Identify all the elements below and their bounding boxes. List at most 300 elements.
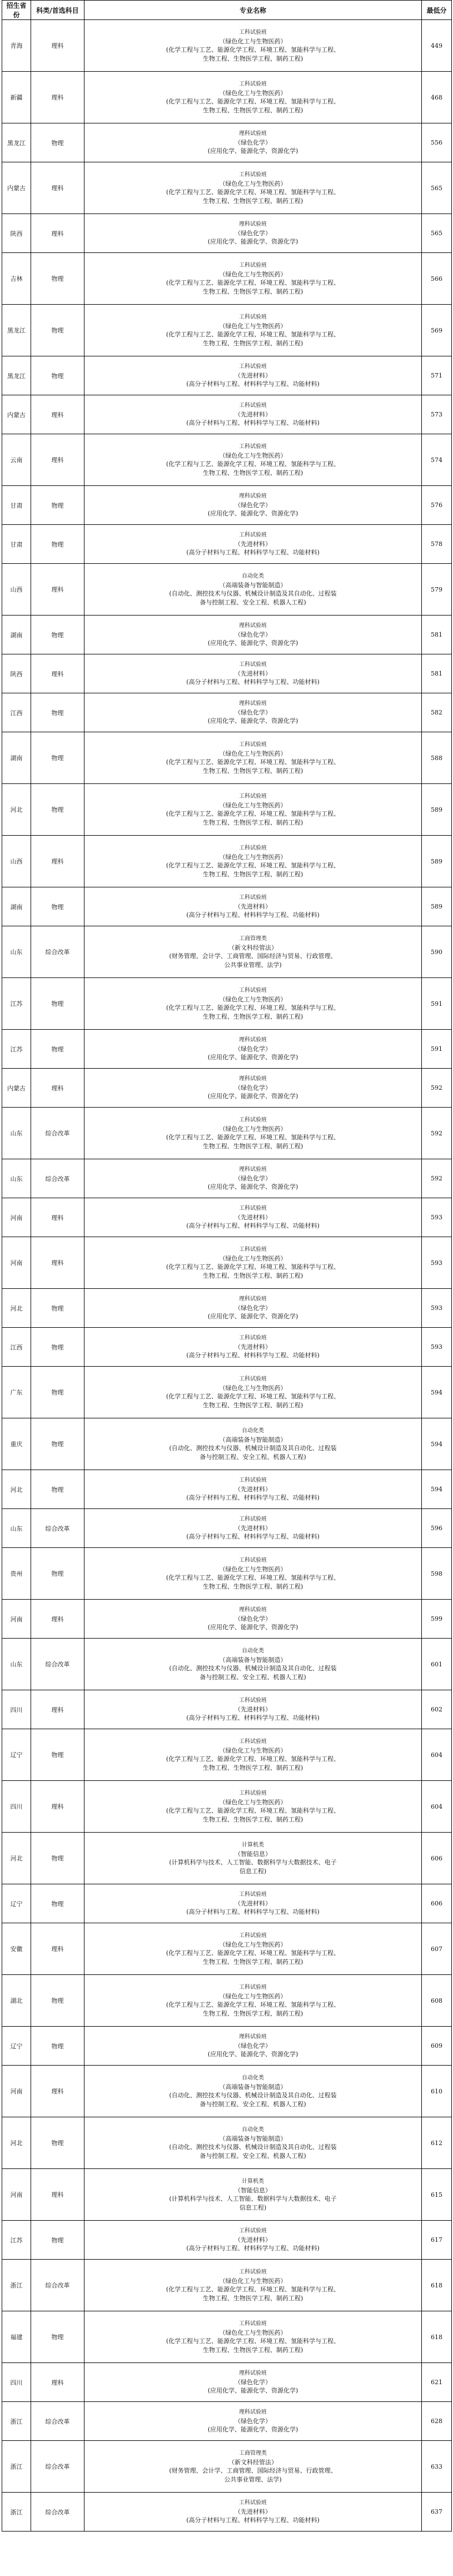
cell-major (84, 305, 422, 356)
cell-major (84, 2493, 422, 2532)
table-row (2, 1781, 452, 1833)
cell-province: 浙江 (2, 2493, 31, 2532)
cell-score: 582 (422, 693, 452, 732)
cell-province: 内蒙古 (2, 162, 31, 214)
cell-subject: 物理 (31, 784, 84, 836)
cell-major (84, 1198, 422, 1237)
table-row (2, 20, 452, 72)
major-detail-line: (化学工程与工艺、能源化学工程、环境工程、氢能科学与工程、 (166, 810, 340, 817)
cell-province: 四川 (2, 1781, 31, 1833)
major-detail-line: 信息工程) (239, 1867, 267, 1875)
major-detail-line: （先进材料） (235, 1705, 271, 1713)
cell-province: 河南 (2, 2169, 31, 2221)
major-detail-line: 备与控制工程、安全工程、机器人工程) (200, 1673, 306, 1681)
major-detail-line: (高分子材料与工程、材料科学与工程、功能材料) (186, 678, 320, 686)
major-category: 工科试验班 (239, 1335, 267, 1342)
cell-major (84, 654, 422, 693)
cell-major (84, 395, 422, 434)
major-detail-line: （绿色化工与生物医药） (219, 2329, 287, 2336)
major-detail-line: （绿色化工与生物医药） (219, 270, 287, 278)
major-detail-line: 生物工程、生物医学工程、制药工程) (202, 339, 303, 347)
cell-major (84, 784, 422, 836)
major-detail-line: （绿色化学） (235, 631, 271, 638)
major-detail-line: （先进材料） (235, 2508, 271, 2515)
table-row (2, 1108, 452, 1159)
major-detail-line: (自动化、测控技术与仪器、机械设计制造及其自动化、过程装 (169, 1445, 337, 1452)
cell-province: 浙江 (2, 2402, 31, 2441)
major-detail-line: 生物工程、生物医学工程、制药工程) (202, 1142, 303, 1150)
major-category: 工科试验班 (239, 2228, 267, 2235)
cell-major (84, 887, 422, 926)
major-detail-line: （智能信息） (235, 2186, 271, 2194)
cell-subject: 物理 (31, 1548, 84, 1600)
cell-province: 湖南 (2, 732, 31, 784)
major-category: 理科试验班 (239, 1296, 267, 1303)
table-row (2, 1884, 452, 1923)
major-category: 工科试验班 (239, 1117, 267, 1123)
major-category: 工科试验班 (239, 1205, 267, 1212)
cell-subject: 综合改革 (31, 2493, 84, 2532)
cell-subject: 物理 (31, 1367, 84, 1418)
table-row (2, 214, 452, 253)
major-detail-line: (高分子材料与工程、材料科学与工程、功能材料) (186, 380, 320, 388)
major-category: 工科试验班 (239, 444, 267, 450)
cell-province: 江苏 (2, 1030, 31, 1069)
cell-subject: 综合改革 (31, 926, 84, 978)
cell-score: 581 (422, 616, 452, 654)
major-detail-line: 生物工程、生物医学工程、制药工程) (202, 1272, 303, 1279)
table-row (2, 1418, 452, 1470)
cell-subject: 综合改革 (31, 2441, 84, 2493)
major-detail-line: (应用化学、能源化学、资源化学) (207, 639, 298, 647)
major-detail-line: 生物工程、生物医学工程、制药工程) (202, 870, 303, 878)
major-detail-line: (化学工程与工艺、能源化学工程、环境工程、氢能科学与工程、 (166, 1393, 340, 1400)
cell-subject: 理科 (31, 1237, 84, 1289)
cell-major (84, 978, 422, 1030)
cell-major (84, 616, 422, 654)
cell-score: 565 (422, 214, 452, 253)
cell-major (84, 2311, 422, 2363)
major-category: 理科试验班 (239, 701, 267, 707)
major-detail-line: 生物工程、生物医学工程、制药工程) (202, 197, 303, 205)
major-category: 工科试验班 (239, 1739, 267, 1745)
major-detail-line: 生物工程、生物医学工程、制药工程) (202, 1815, 303, 1823)
cell-subject: 物理 (31, 356, 84, 395)
cell-major (84, 1729, 422, 1781)
cell-score: 556 (422, 123, 452, 162)
cell-province: 山东 (2, 1108, 31, 1159)
major-detail-line: （绿色化学） (235, 1045, 271, 1053)
cell-major (84, 564, 422, 616)
cell-subject: 物理 (31, 978, 84, 1030)
table-row (2, 732, 452, 784)
table-row (2, 1069, 452, 1108)
major-detail-line: (应用化学、能源化学、资源化学) (207, 147, 298, 155)
cell-major (84, 836, 422, 887)
major-category: 理科试验班 (239, 131, 267, 137)
major-detail-line: (化学工程与工艺、能源化学工程、环境工程、氢能科学与工程、 (166, 46, 340, 53)
major-category: 自动化类 (242, 1428, 264, 1434)
cell-score: 593 (422, 1237, 452, 1289)
major-category: 工科试验班 (239, 742, 267, 748)
major-detail-line: (应用化学、能源化学、资源化学) (207, 2387, 298, 2395)
cell-major (84, 1781, 422, 1833)
cell-province: 黑龙江 (2, 305, 31, 356)
cell-major (84, 2027, 422, 2066)
cell-subject: 物理 (31, 305, 84, 356)
cell-province: 山东 (2, 1509, 31, 1548)
cell-province: 河南 (2, 1237, 31, 1289)
major-detail-line: (应用化学、能源化学、资源化学) (207, 1183, 298, 1191)
major-category: 计算机类 (242, 2178, 264, 2185)
cell-major (84, 356, 422, 395)
major-category: 工科试验班 (239, 662, 267, 668)
cell-subject: 物理 (31, 2117, 84, 2169)
major-category: 计算机类 (242, 1842, 264, 1848)
major-detail-line: （高端装备与智能制造） (219, 1656, 287, 1664)
table-row (2, 616, 452, 654)
cell-score: 569 (422, 305, 452, 356)
table-row (2, 564, 452, 616)
major-detail-line: （绿色化工与生物医药） (219, 1798, 287, 1806)
cell-subject: 理科 (31, 2363, 84, 2402)
major-detail-line: (高分子材料与工程、材料科学与工程、功能材料) (186, 1908, 320, 1916)
cell-subject: 综合改革 (31, 2260, 84, 2311)
major-detail-line: (化学工程与工艺、能源化学工程、环境工程、氢能科学与工程、 (166, 188, 340, 196)
cell-score: 591 (422, 978, 452, 1030)
major-detail-line: (应用化学、能源化学、资源化学) (207, 510, 298, 518)
cell-subject: 综合改革 (31, 1108, 84, 1159)
cell-province: 河南 (2, 2066, 31, 2117)
table-row (2, 253, 452, 305)
major-detail-line: （高端装备与智能制造） (219, 2083, 287, 2091)
major-detail-line: 生物工程、生物医学工程、制药工程) (202, 1582, 303, 1590)
table-row (2, 525, 452, 564)
major-detail-line: 生物工程、生物医学工程、制药工程) (202, 54, 303, 62)
cell-major (84, 1833, 422, 1884)
cell-province: 河南 (2, 1600, 31, 1639)
major-category: 工科试验班 (239, 1247, 267, 1253)
cell-province: 福建 (2, 2311, 31, 2363)
cell-subject: 物理 (31, 1289, 84, 1328)
cell-subject: 理科 (31, 162, 84, 214)
cell-subject: 物理 (31, 1470, 84, 1509)
cell-score: 633 (422, 2441, 452, 2493)
major-detail-line: (化学工程与工艺、能源化学工程、环境工程、氢能科学与工程、 (166, 1134, 340, 1141)
cell-province: 辽宁 (2, 1729, 31, 1781)
table-row (2, 654, 452, 693)
table-row (2, 434, 452, 486)
table-row (2, 2169, 452, 2221)
table-row (2, 2260, 452, 2311)
cell-subject: 物理 (31, 732, 84, 784)
table-row (2, 1923, 452, 1975)
table-row (2, 486, 452, 525)
major-detail-line: （先进材料） (235, 1899, 271, 1907)
major-detail-line: （新文科经管法） (228, 2458, 277, 2466)
cell-major (84, 434, 422, 486)
major-detail-line: (化学工程与工艺、能源化学工程、环境工程、氢能科学与工程、 (166, 279, 340, 286)
cell-score: 589 (422, 784, 452, 836)
cell-score: 637 (422, 2493, 452, 2532)
cell-subject: 理科 (31, 654, 84, 693)
table-row (2, 1600, 452, 1639)
cell-score: 566 (422, 253, 452, 305)
table-row (2, 1470, 452, 1509)
major-detail-line: （绿色化学） (235, 138, 271, 146)
cell-province: 河北 (2, 1833, 31, 1884)
major-detail-line: （绿色化学） (235, 1174, 271, 1182)
major-category: 工科试验班 (239, 403, 267, 409)
major-detail-line: (化学工程与工艺、能源化学工程、环境工程、氢能科学与工程、 (166, 1263, 340, 1270)
major-category: 工商管理类 (239, 936, 267, 942)
table-row (2, 72, 452, 123)
cell-province: 河南 (2, 1198, 31, 1237)
cell-major (84, 1884, 422, 1923)
major-category: 自动化类 (242, 2127, 264, 2133)
cell-major (84, 20, 422, 72)
cell-score: 601 (422, 1639, 452, 1690)
table-row (2, 395, 452, 434)
cell-score: 602 (422, 1690, 452, 1729)
major-detail-line: （绿色化学） (235, 501, 271, 509)
major-detail-line: (高分子材料与工程、材料科学与工程、功能材料) (186, 1714, 320, 1722)
cell-province: 河北 (2, 2117, 31, 2169)
cell-major (84, 1159, 422, 1198)
cell-score: 590 (422, 926, 452, 978)
major-detail-line: (高分子材料与工程、材料科学与工程、功能材料) (186, 419, 320, 427)
major-category: 工科试验班 (239, 1698, 267, 1704)
cell-score: 571 (422, 356, 452, 395)
cell-score: 606 (422, 1833, 452, 1884)
major-detail-line: (财务管理、会计学、工商管理、国际经济与贸易、行政管理、 (169, 2467, 337, 2474)
cell-major (84, 214, 422, 253)
cell-major (84, 1975, 422, 2027)
cell-score: 598 (422, 1548, 452, 1600)
major-detail-line: 信息工程) (239, 2203, 267, 2211)
cell-subject: 理科 (31, 1600, 84, 1639)
cell-major (84, 2066, 422, 2117)
table-row (2, 1548, 452, 1600)
major-detail-line: （绿色化学） (235, 2417, 271, 2425)
cell-province: 河北 (2, 784, 31, 836)
cell-score: 618 (422, 2260, 452, 2311)
cell-province: 安徽 (2, 1923, 31, 1975)
cell-province: 重庆 (2, 1418, 31, 1470)
cell-score: 615 (422, 2169, 452, 2221)
major-detail-line: 生物工程、生物医学工程、制药工程) (202, 1764, 303, 1771)
major-category: 工科试验班 (239, 1892, 267, 1898)
major-category: 理科试验班 (239, 1167, 267, 1173)
cell-subject: 物理 (31, 1729, 84, 1781)
major-detail-line: （绿色化工与生物医药） (219, 853, 287, 861)
major-detail-line: （绿色化工与生物医药） (219, 1746, 287, 1754)
major-category: 工科试验班 (239, 314, 267, 320)
cell-province: 内蒙古 (2, 395, 31, 434)
cell-subject: 物理 (31, 2027, 84, 2066)
cell-province: 内蒙古 (2, 1069, 31, 1108)
table-row (2, 1030, 452, 1069)
cell-score: 612 (422, 2117, 452, 2169)
cell-score: 604 (422, 1729, 452, 1781)
major-detail-line: (自动化、测控技术与仪器、机械设计制造及其自动化、过程装 (169, 590, 337, 597)
cell-subject: 理科 (31, 214, 84, 253)
cell-major (84, 486, 422, 525)
cell-score: 599 (422, 1600, 452, 1639)
major-detail-line: (化学工程与工艺、能源化学工程、环境工程、氢能科学与工程、 (166, 1004, 340, 1011)
major-detail-line: （高端装备与智能制造） (219, 2135, 287, 2142)
cell-subject: 物理 (31, 486, 84, 525)
major-category: 理科试验班 (239, 1037, 267, 1044)
major-category: 工科试验班 (239, 987, 267, 994)
major-detail-line: 生物工程、生物医学工程、制药工程) (202, 767, 303, 775)
major-detail-line: （绿色化学） (235, 1615, 271, 1622)
cell-province: 江苏 (2, 2221, 31, 2260)
cell-province: 甘肃 (2, 486, 31, 525)
major-category: 工科试验班 (239, 532, 267, 539)
major-detail-line: （绿色化工与生物医药） (219, 801, 287, 809)
cell-province: 湖北 (2, 1975, 31, 2027)
cell-major (84, 732, 422, 784)
major-detail-line: （先进材料） (235, 902, 271, 910)
table-row (2, 1198, 452, 1237)
major-detail-line: (应用化学、能源化学、资源化学) (207, 1313, 298, 1321)
cell-major (84, 693, 422, 732)
cell-major (84, 253, 422, 305)
table-row (2, 123, 452, 162)
major-category: 工科试验班 (239, 1477, 267, 1484)
cell-province: 广东 (2, 1367, 31, 1418)
cell-subject: 综合改革 (31, 1639, 84, 1690)
major-detail-line: (应用化学、能源化学、资源化学) (207, 1624, 298, 1631)
cell-major (84, 72, 422, 123)
cell-province: 辽宁 (2, 1884, 31, 1923)
cell-subject: 理科 (31, 72, 84, 123)
cell-major (84, 1289, 422, 1328)
major-category: 理科试验班 (239, 2034, 267, 2041)
cell-subject: 理科 (31, 1198, 84, 1237)
cell-subject: 物理 (31, 693, 84, 732)
major-category: 理科试验班 (239, 1076, 267, 1083)
cell-score: 592 (422, 1069, 452, 1108)
cell-province: 山东 (2, 1159, 31, 1198)
major-category: 工科试验班 (239, 2500, 267, 2506)
major-category: 工科试验班 (239, 1790, 267, 1796)
major-detail-line: (高分子材料与工程、材料科学与工程、功能材料) (186, 1533, 320, 1541)
major-detail-line: 生物工程、生物医学工程、制药工程) (202, 1958, 303, 1965)
cell-province: 吉林 (2, 253, 31, 305)
table-row (2, 2311, 452, 2363)
table-row (2, 2221, 452, 2260)
cell-subject: 理科 (31, 395, 84, 434)
major-category: 自动化类 (242, 2075, 264, 2081)
major-detail-line: (计算机科学与技术、人工智能、数据科学与大数据技术、电子 (169, 1859, 337, 1866)
cell-major (84, 1923, 422, 1975)
cell-score: 592 (422, 1108, 452, 1159)
major-detail-line: 备与控制工程、安全工程、机器人工程) (200, 2152, 306, 2160)
major-detail-line: （绿色化工与生物医药） (219, 750, 287, 757)
cell-subject: 物理 (31, 1975, 84, 2027)
major-detail-line: （先进材料） (235, 371, 271, 379)
cell-province: 江西 (2, 1328, 31, 1367)
header-province: 招生省份 (2, 1, 31, 20)
major-detail-line: 生物工程、生物医学工程、制药工程) (202, 1401, 303, 1409)
cell-major (84, 926, 422, 978)
cell-subject: 物理 (31, 1884, 84, 1923)
cell-major (84, 1600, 422, 1639)
header-subject: 科类/首选科目 (31, 1, 84, 20)
cell-subject: 理科 (31, 564, 84, 616)
major-category: 工科试验班 (239, 172, 267, 178)
cell-score: 594 (422, 1470, 452, 1509)
cell-major (84, 1418, 422, 1470)
major-category: 自动化类 (242, 573, 264, 579)
major-detail-line: (应用化学、能源化学、资源化学) (207, 1093, 298, 1100)
cell-province: 四川 (2, 1690, 31, 1729)
cell-major (84, 525, 422, 564)
major-detail-line: (应用化学、能源化学、资源化学) (207, 717, 298, 725)
major-category: 工科试验班 (239, 1984, 267, 1991)
major-detail-line: (化学工程与工艺、能源化学工程、环境工程、氢能科学与工程、 (166, 2001, 340, 2008)
major-detail-line: (高分子材料与工程、材料科学与工程、功能材料) (186, 1494, 320, 1502)
table-row (2, 887, 452, 926)
major-detail-line: （先进材料） (235, 540, 271, 548)
major-detail-line: 生物工程、生物医学工程、制药工程) (202, 469, 303, 477)
cell-subject: 物理 (31, 123, 84, 162)
major-detail-line: 备与控制工程、安全工程、机器人工程) (200, 2100, 306, 2108)
major-detail-line: (化学工程与工艺、能源化学工程、环境工程、氢能科学与工程、 (166, 460, 340, 468)
cell-subject: 综合改革 (31, 1509, 84, 1548)
cell-province: 浙江 (2, 2260, 31, 2311)
major-detail-line: (高分子材料与工程、材料科学与工程、功能材料) (186, 1352, 320, 1359)
major-category: 工科试验班 (239, 895, 267, 901)
cell-score: 592 (422, 1159, 452, 1198)
major-detail-line: （新文科经管法） (228, 944, 277, 951)
cell-subject: 理科 (31, 20, 84, 72)
cell-province: 浙江 (2, 2441, 31, 2493)
cell-score: 593 (422, 1198, 452, 1237)
major-detail-line: （先进材料） (235, 669, 271, 677)
cell-score: 468 (422, 72, 452, 123)
cell-province: 湖南 (2, 616, 31, 654)
major-category: 自动化类 (242, 1648, 264, 1654)
cell-subject: 物理 (31, 1030, 84, 1069)
major-detail-line: （绿色化工与生物医药） (219, 995, 287, 1003)
major-detail-line: （先进材料） (235, 1343, 271, 1351)
major-detail-line: (高分子材料与工程、材料科学与工程、功能材料) (186, 1222, 320, 1230)
major-detail-line: （绿色化学） (235, 1084, 271, 1091)
cell-province: 黑龙江 (2, 123, 31, 162)
cell-major (84, 1108, 422, 1159)
major-category: 理科试验班 (239, 493, 267, 500)
major-detail-line: (化学工程与工艺、能源化学工程、环境工程、氢能科学与工程、 (166, 758, 340, 766)
cell-major (84, 2363, 422, 2402)
major-category: 工科试验班 (239, 1557, 267, 1564)
major-detail-line: （绿色化学） (235, 2042, 271, 2049)
table-row (2, 1289, 452, 1328)
major-detail-line: （高端装备与智能制造） (219, 1436, 287, 1443)
cell-province: 贵州 (2, 1548, 31, 1600)
major-detail-line: （绿色化工与生物医药） (219, 322, 287, 330)
cell-score: 576 (422, 486, 452, 525)
major-category: 工科试验班 (239, 29, 267, 36)
major-detail-line: （绿色化工与生物医药） (219, 2277, 287, 2285)
major-detail-line: （绿色化工与生物医药） (219, 89, 287, 97)
cell-major (84, 1069, 422, 1108)
major-detail-line: (自动化、测控技术与仪器、机械设计制造及其自动化、过程装 (169, 1665, 337, 1672)
major-detail-line: (化学工程与工艺、能源化学工程、环境工程、氢能科学与工程、 (166, 862, 340, 869)
major-detail-line: (化学工程与工艺、能源化学工程、环境工程、氢能科学与工程、 (166, 1574, 340, 1581)
